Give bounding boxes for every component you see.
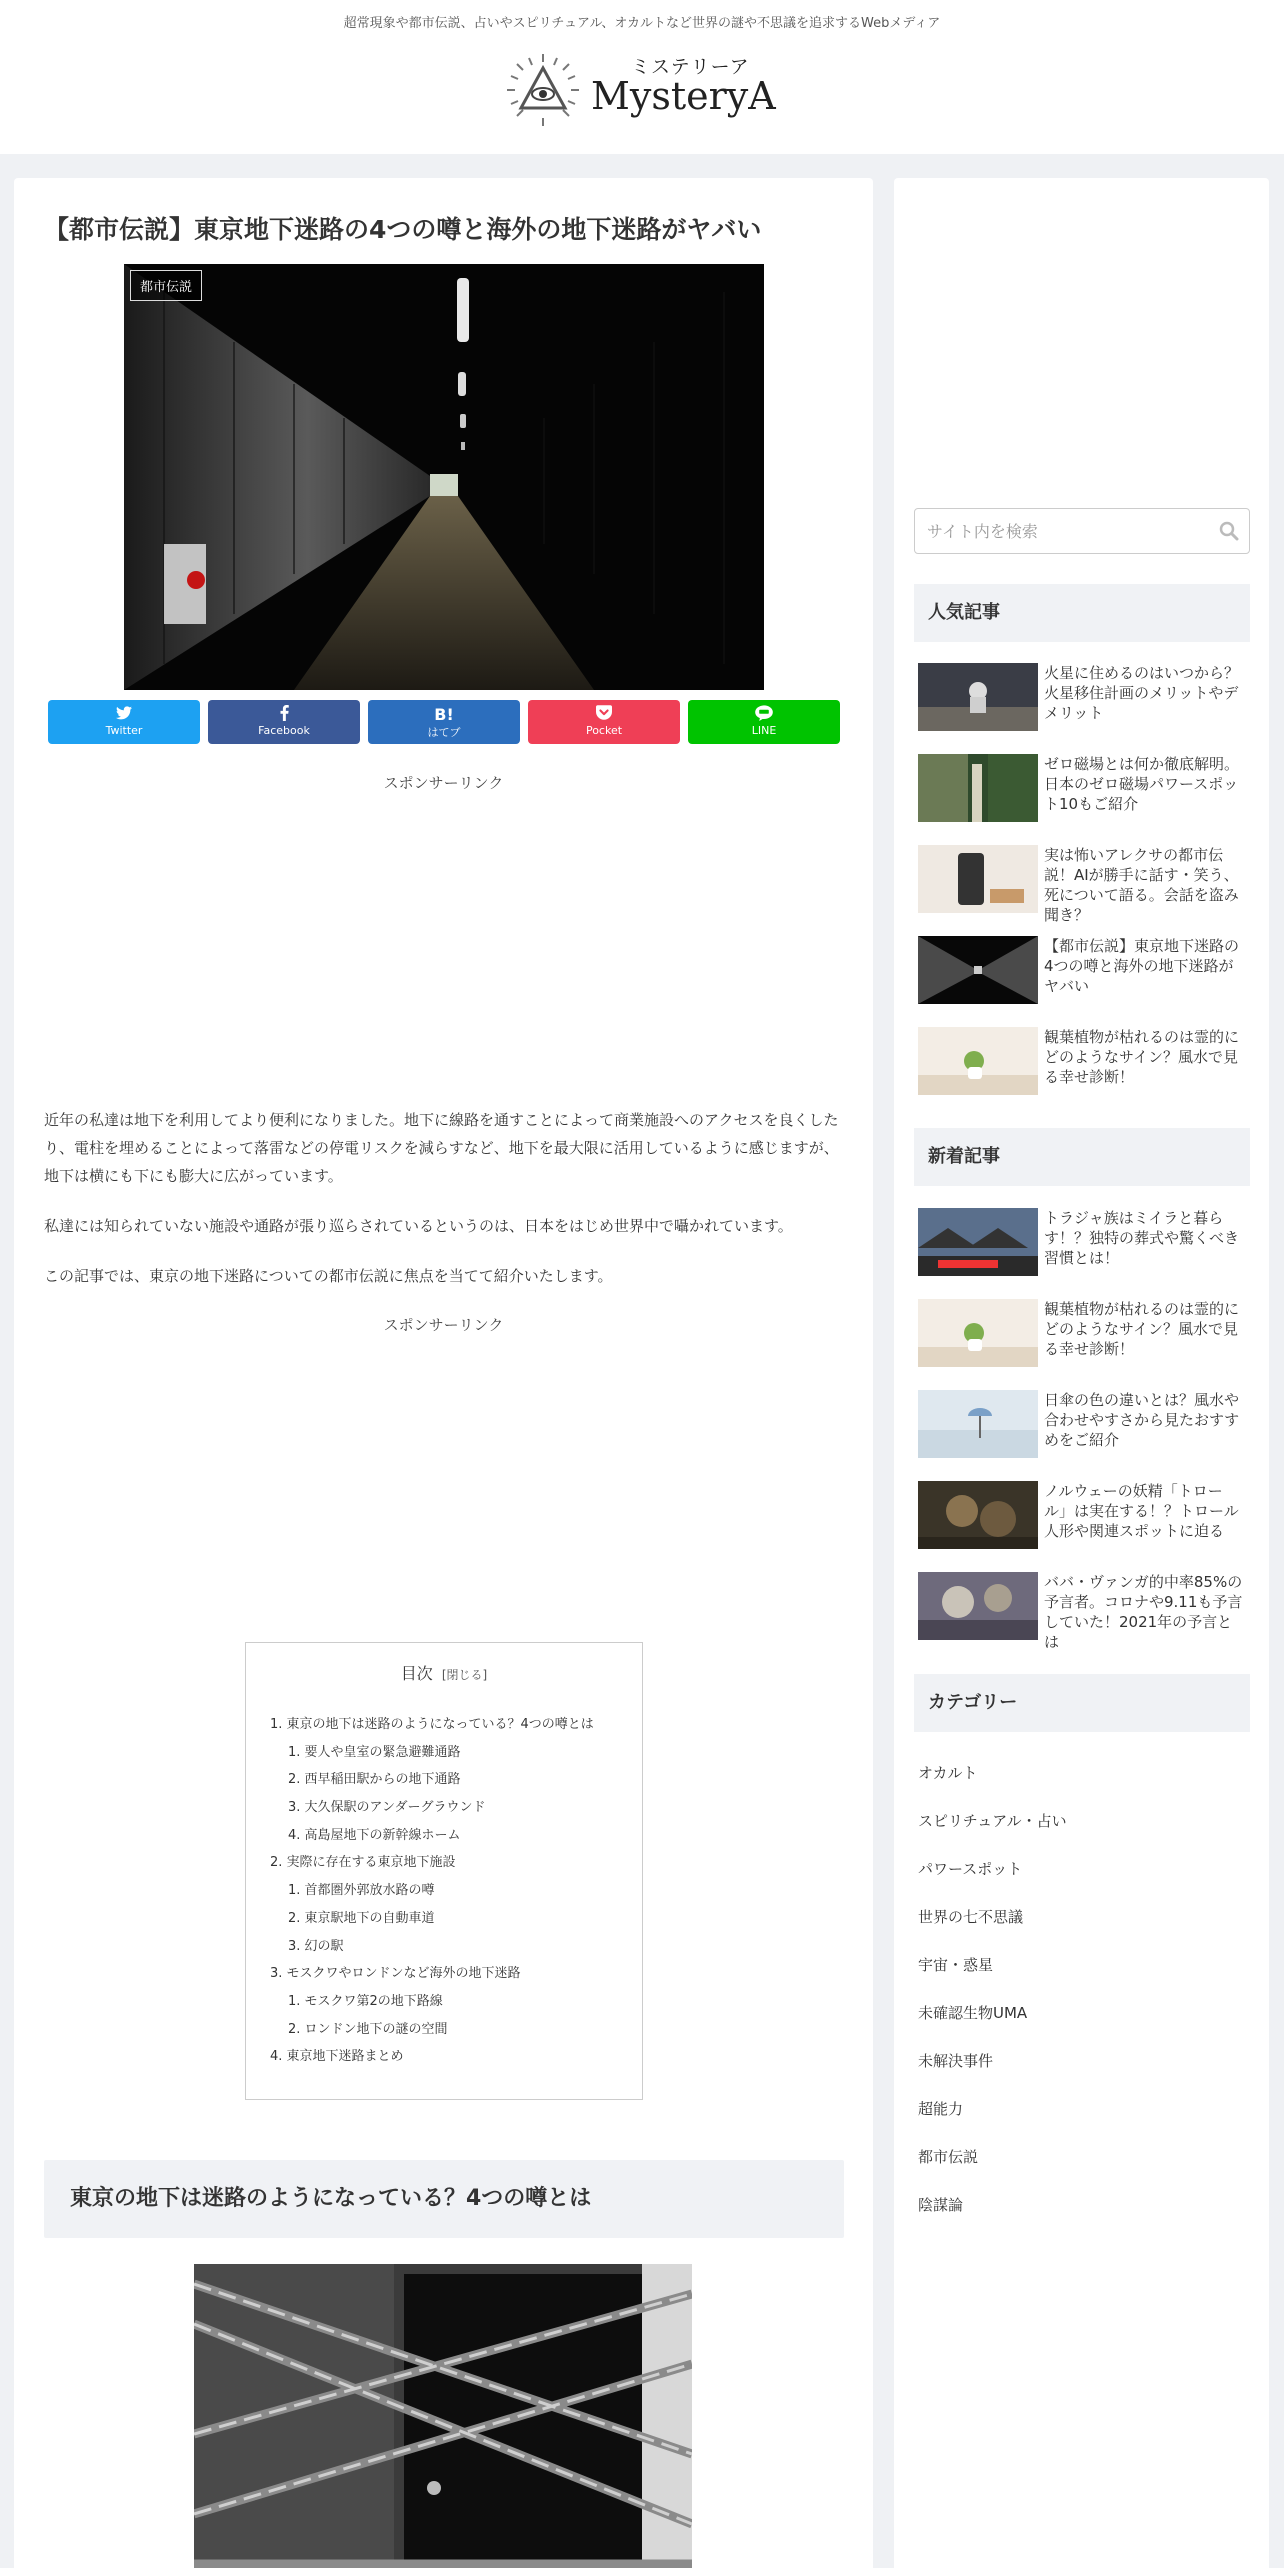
toc-item[interactable]: 4. 東京地下迷路まとめ [270, 2049, 404, 2065]
search-box [914, 508, 1250, 554]
section-heading: 東京の地下は迷路のようになっている？4つの噂とは [44, 2160, 844, 2238]
post-thumbnail [918, 1572, 1038, 1640]
popular-widget-title: 人気記事 [914, 584, 1250, 642]
category-item[interactable]: 都市伝説 [918, 2148, 979, 2166]
post-title: 日傘の色の違いとは？風水や合わせやすさから見たおすすめをご紹介 [1044, 1391, 1240, 1449]
post-title: ババ・ヴァンガ的中率85%の予言者。コロナや9.11も予言していた！2021年の予言とは [1044, 1573, 1243, 1651]
sponsor-link-label: スポンサーリンク [383, 1316, 504, 1334]
article-paragraph: 私達には知られていない施設や通路が張り巡らされているというのは、日本をはじめ世界中で囁かれています。 [44, 1217, 793, 1235]
article-main [14, 178, 873, 2568]
toc-item[interactable]: 1. 首都圏外郭放水路の噂 [288, 1883, 435, 1899]
category-item[interactable]: 未確認生物UMA [918, 2004, 1028, 2022]
corridor-image [124, 264, 764, 690]
facebook-icon [208, 705, 360, 723]
post-thumbnail [918, 1390, 1038, 1458]
toc-item[interactable]: 1. モスクワ第2の地下路線 [288, 1993, 443, 2009]
twitter-icon [48, 705, 200, 723]
eye-triangle-logo-icon [505, 52, 581, 128]
share-buttons [48, 700, 842, 744]
post-thumbnail [918, 936, 1038, 1004]
post-title: トラジャ族はミイラと暮らす！？独特の葬式や驚くべき習慣とは！ [1044, 1209, 1240, 1267]
sidebar-post-item[interactable] [918, 754, 1248, 826]
logo-text: MysteryA [591, 74, 776, 118]
toc-item[interactable]: 3. 幻の駅 [288, 1938, 344, 1954]
hatena-icon: B! [434, 705, 454, 724]
post-title: 観葉植物が枯れるのは霊的にどのようなサイン？風水で見る幸せ診断！ [1044, 1300, 1240, 1358]
post-thumbnail [918, 754, 1038, 822]
post-title: 観葉植物が枯れるのは霊的にどのようなサイン？風水で見る幸せ診断！ [1044, 1028, 1240, 1086]
facebook-share-button[interactable]: Facebook [208, 700, 360, 744]
site-tagline: 超常現象や都市伝説、占いやスピリチュアル、オカルトなど世界の謎や不思議を追求するWebメディア [343, 16, 941, 31]
toc-item[interactable]: 3. モスクワやロンドンなど海外の地下迷路 [270, 1966, 521, 1982]
toc-list [270, 1711, 630, 2071]
toc-item[interactable]: 2. ロンドン地下の謎の空間 [288, 2021, 448, 2037]
post-title: 実は怖いアレクサの都市伝説！AIが勝手に話す・笑う、死について語る。会話を盗み聞き？ [1044, 846, 1239, 924]
site-logo[interactable] [505, 52, 785, 128]
line-share-button[interactable]: LINE [688, 700, 840, 744]
toc-item[interactable]: 4. 高島屋地下の新幹線ホーム [288, 1827, 461, 1843]
sidebar-post-item[interactable] [918, 663, 1248, 735]
logo-kana: ミステリーア [631, 56, 750, 78]
hatena-share-button[interactable]: B! はてブ [368, 700, 520, 744]
category-widget-title: カテゴリー [914, 1674, 1250, 1732]
category-item[interactable]: スピリチュアル・占い [918, 1812, 1067, 1830]
sidebar-post-item[interactable] [918, 1481, 1248, 1553]
sidebar-post-item[interactable] [918, 1572, 1248, 1651]
pocket-share-button[interactable]: Pocket [528, 700, 680, 744]
category-item[interactable]: 宇宙・惑星 [918, 1956, 994, 1974]
category-item[interactable]: 世界の七不思議 [918, 1908, 1024, 1926]
article-paragraph: この記事では、東京の地下迷路についての都市伝説に焦点を当てて紹介いたします。 [44, 1267, 613, 1285]
eyecatch-image [124, 264, 764, 690]
sidebar-post-item[interactable] [918, 1390, 1248, 1462]
category-item[interactable]: 陰謀論 [918, 2196, 964, 2214]
search-input[interactable] [915, 509, 1205, 553]
table-of-contents [245, 1642, 643, 2100]
post-title: ノルウェーの妖精「トロール」は実在する！？トロール人形や関連スポットに迫る [1044, 1482, 1239, 1540]
post-title: ゼロ磁場とは何か徹底解明。日本のゼロ磁場パワースポット10もご紹介 [1044, 755, 1240, 813]
toc-item[interactable]: 2. 実際に存在する東京地下施設 [270, 1855, 456, 1871]
article-title: 【都市伝説】東京地下迷路の4つの噂と海外の地下迷路がヤバい [44, 215, 762, 244]
site-header [0, 0, 1284, 154]
section-image [194, 2264, 692, 2568]
chained-door-image [194, 2264, 692, 2568]
article-paragraph: 近年の私達は地下を利用してより便利になりました。地下に線路を通すことによって商業施設へのアクセスを良くしたり、電柱を埋めることによって落雷などの停電リスクを減らすなど、地下を最大限に活用しているように感じますが、地下は横にも下にも膨大に広がっています。 [44, 1111, 839, 1185]
category-label[interactable]: 都市伝説 [130, 270, 202, 301]
line-icon [688, 705, 840, 723]
sponsor-link-label: スポンサーリンク [383, 774, 504, 792]
sidebar-post-item[interactable] [918, 936, 1248, 1008]
pocket-icon [528, 705, 680, 723]
category-item[interactable]: 未解決事件 [918, 2052, 994, 2070]
post-thumbnail [918, 1208, 1038, 1276]
toc-toggle[interactable]: [閉じる] [441, 1668, 488, 1682]
toc-item[interactable]: 2. 西早稲田駅からの地下通路 [288, 1772, 461, 1788]
post-thumbnail [918, 845, 1038, 913]
toc-item[interactable]: 3. 大久保駅のアンダーグラウンド [288, 1800, 486, 1816]
post-thumbnail [918, 1481, 1038, 1549]
sidebar-post-item[interactable] [918, 1208, 1248, 1280]
sidebar-post-item[interactable] [918, 1027, 1248, 1099]
sidebar-post-item[interactable] [918, 1299, 1248, 1371]
category-item[interactable]: オカルト [918, 1764, 978, 1782]
toc-item[interactable]: 1. 東京の地下は迷路のようになっている？4つの噂とは [270, 1717, 594, 1732]
search-icon[interactable] [1219, 521, 1239, 541]
post-thumbnail [918, 1027, 1038, 1095]
category-item[interactable]: パワースポット [918, 1860, 1023, 1878]
post-title: 火星に住めるのはいつから？火星移住計画のメリットやデメリット [1044, 664, 1240, 722]
sidebar-post-item[interactable] [918, 845, 1248, 924]
post-title: 【都市伝説】東京地下迷路の4つの噂と海外の地下迷路がヤバい [1044, 937, 1240, 995]
toc-item[interactable]: 1. 要人や皇室の緊急避難通路 [288, 1744, 461, 1760]
category-item[interactable]: 超能力 [918, 2100, 964, 2118]
post-thumbnail [918, 1299, 1038, 1367]
toc-item[interactable]: 2. 東京駅地下の自動車道 [288, 1910, 435, 1926]
toc-title: 目次 [400, 1664, 433, 1683]
sidebar [894, 178, 1269, 2568]
twitter-share-button[interactable]: Twitter [48, 700, 200, 744]
new-widget-title: 新着記事 [914, 1128, 1250, 1186]
post-thumbnail [918, 663, 1038, 731]
